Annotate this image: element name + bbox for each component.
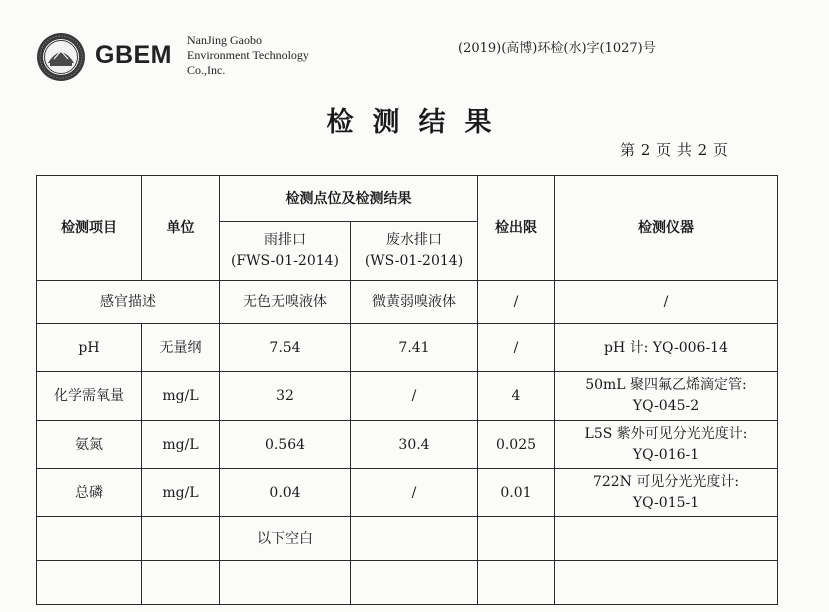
cell-limit: 0.025	[478, 421, 555, 469]
header-points-group: 检测点位及检测结果	[220, 176, 478, 222]
cell-empty	[555, 561, 778, 605]
cell-limit: /	[478, 324, 555, 372]
table-row	[37, 469, 778, 517]
cell-instrument	[555, 372, 778, 421]
table-row	[37, 372, 778, 421]
company-seal-logo	[36, 32, 86, 82]
instrument-name: 722N 可见分光光度计:	[592, 473, 740, 490]
cell-point1: 32	[220, 372, 351, 421]
instrument-code: YQ-015-1	[632, 494, 700, 511]
instrument-code: YQ-016-1	[632, 446, 700, 463]
header-item: 检测项目	[37, 176, 142, 281]
cell-instrument: /	[555, 281, 778, 324]
cell-empty	[555, 517, 778, 561]
results-table	[36, 175, 778, 605]
brand-name: GBEM	[95, 41, 172, 69]
point1-code: (FWS-01-2014)	[230, 253, 340, 269]
cell-empty	[37, 561, 142, 605]
cell-empty	[351, 517, 478, 561]
cell-instrument	[555, 421, 778, 469]
cell-point1: 7.54	[220, 324, 351, 372]
cell-point1: 0.04	[220, 469, 351, 517]
table-row	[37, 281, 778, 324]
cell-empty	[37, 517, 142, 561]
point2-name: 废水排口	[386, 232, 442, 248]
company-name-line: NanJing Gaobo	[187, 33, 262, 47]
cell-item: 化学需氧量	[37, 372, 142, 421]
cell-limit: 0.01	[478, 469, 555, 517]
table-row	[37, 324, 778, 372]
cell-instrument	[555, 469, 778, 517]
cell-empty	[478, 517, 555, 561]
cell-item: 氨氮	[37, 421, 142, 469]
instrument-name: L5S 紫外可见分光光度计:	[584, 425, 748, 442]
cell-item: 总磷	[37, 469, 142, 517]
table-row	[37, 421, 778, 469]
cell-empty	[142, 561, 220, 605]
cell-unit: mg/L	[142, 372, 220, 421]
header-unit: 单位	[142, 176, 220, 281]
cell-limit: /	[478, 281, 555, 324]
cell-point1: 0.564	[220, 421, 351, 469]
blank-note: 以下空白	[220, 517, 351, 561]
page-indicator: 第 2 页 共 2 页	[620, 141, 729, 159]
cell-empty	[220, 561, 351, 605]
company-name-line: Environment Technology	[187, 48, 309, 62]
cell-point2: 微黄弱嗅液体	[351, 281, 478, 324]
cell-item: pH	[37, 324, 142, 372]
cell-unit: mg/L	[142, 469, 220, 517]
header-instrument: 检测仪器	[555, 176, 778, 281]
company-name	[187, 33, 309, 78]
cell-empty	[142, 517, 220, 561]
table-row	[37, 561, 778, 605]
point2-code: (WS-01-2014)	[364, 253, 464, 269]
company-name-line: Co.,Inc.	[187, 63, 226, 77]
header-limit: 检出限	[478, 176, 555, 281]
cell-point2: 7.41	[351, 324, 478, 372]
cell-unit: 无量纲	[142, 324, 220, 372]
cell-point2: /	[351, 469, 478, 517]
table-row	[37, 517, 778, 561]
cell-point2: /	[351, 372, 478, 421]
cell-empty	[478, 561, 555, 605]
instrument-name: 50mL 聚四氟乙烯滴定管:	[585, 377, 747, 393]
instrument-code: YQ-045-2	[632, 398, 700, 414]
cell-unit: mg/L	[142, 421, 220, 469]
cell-instrument: pH 计: YQ-006-14	[555, 324, 778, 372]
point1-name: 雨排口	[264, 232, 306, 248]
cell-point1: 无色无嗅液体	[220, 281, 351, 324]
table-header-row	[37, 176, 778, 222]
cell-item: 感官描述	[37, 281, 220, 324]
cell-empty	[351, 561, 478, 605]
page-title: 检测结果	[326, 107, 511, 138]
header-point1	[220, 222, 351, 281]
report-number: (2019)(高博)环检(水)字(1027)号	[458, 41, 656, 56]
cell-limit: 4	[478, 372, 555, 421]
header-point2	[351, 222, 478, 281]
cell-point2: 30.4	[351, 421, 478, 469]
